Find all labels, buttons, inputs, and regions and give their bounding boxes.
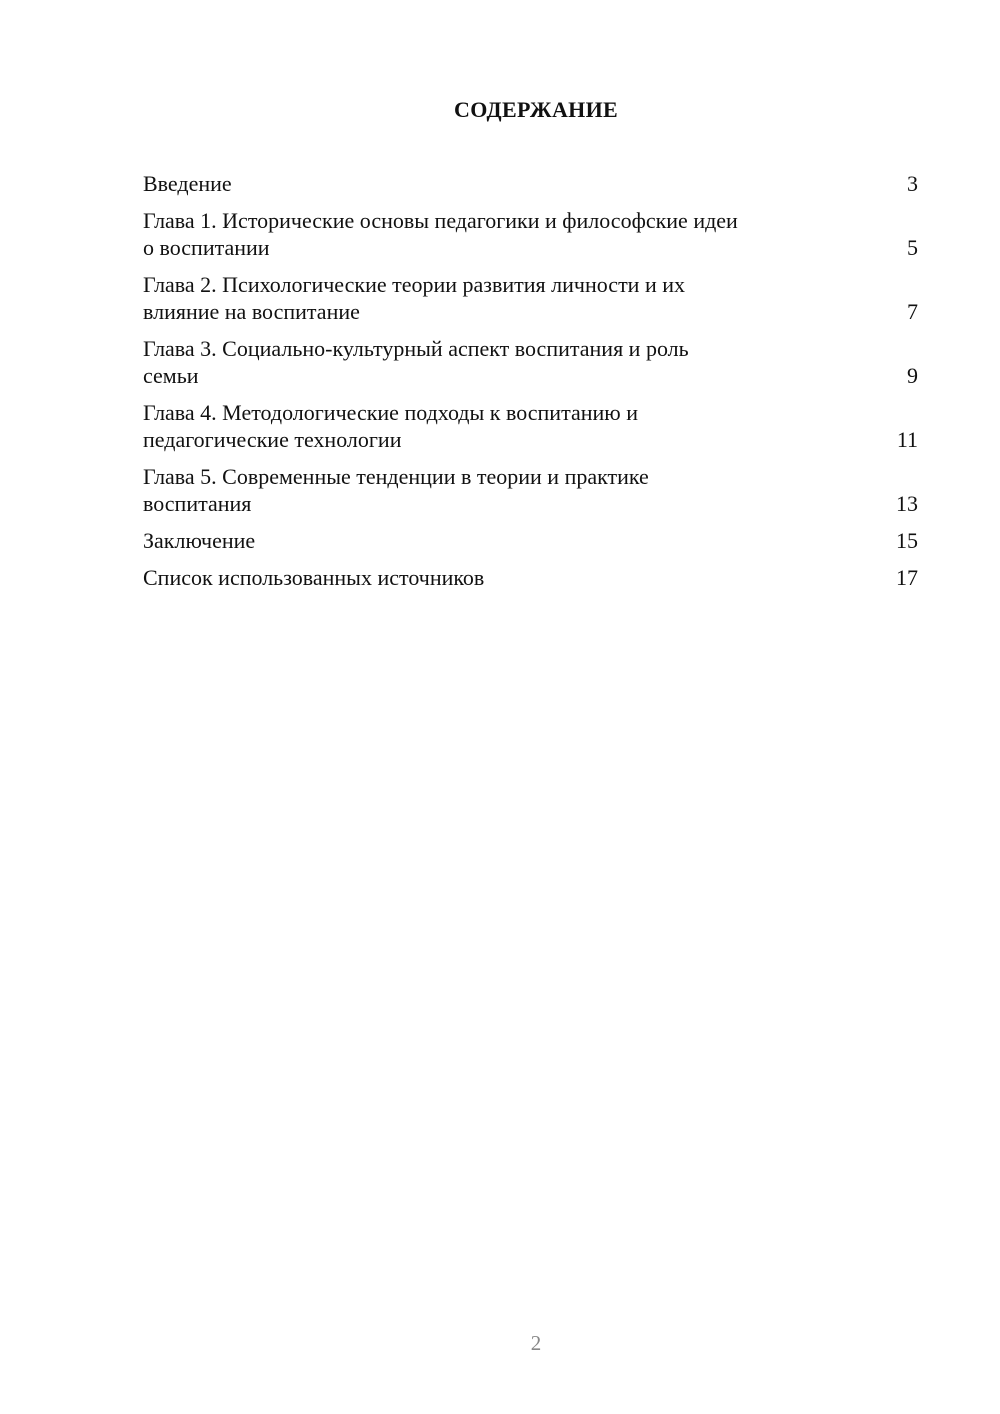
toc-entry-chapter-2	[143, 271, 918, 325]
toc-entry-conclusion	[143, 527, 918, 554]
table-of-contents	[143, 170, 918, 601]
toc-entry-title-line1: Глава 2. Психологические теории развития личности и их	[143, 272, 685, 297]
toc-entry-page: 7	[907, 299, 918, 324]
toc-entry-title-line2: семьи	[143, 363, 199, 388]
toc-entry-page: 9	[907, 363, 918, 388]
toc-entry-introduction	[143, 170, 918, 197]
page-number: 2	[530, 1331, 542, 1355]
toc-entry-title: Список использованных источников	[143, 565, 485, 590]
toc-entry-page: 11	[896, 427, 918, 452]
page-title: СОДЕРЖАНИЕ	[454, 97, 618, 122]
toc-entry-chapter-1	[143, 207, 918, 261]
toc-entry-title-line2: воспитания	[143, 491, 252, 516]
toc-entry-page: 17	[896, 565, 918, 590]
toc-entry-title-line2: о воспитании	[143, 235, 270, 260]
toc-entry-page: 3	[907, 171, 918, 196]
toc-entry-references	[143, 564, 918, 591]
toc-entry-chapter-5	[143, 463, 918, 517]
toc-entry-title-line1: Глава 1. Исторические основы педагогики и философские идеи	[143, 208, 738, 233]
toc-entry-title-line1: Глава 4. Методологические подходы к воспитанию и	[143, 400, 638, 425]
toc-entry-title: Введение	[143, 171, 232, 196]
toc-entry-chapter-4	[143, 399, 918, 453]
toc-entry-title-line2: влияние на воспитание	[143, 299, 360, 324]
toc-entry-title-line2: педагогические технологии	[143, 427, 402, 452]
toc-entry-chapter-3	[143, 335, 918, 389]
toc-entry-title-line1: Глава 3. Социально-культурный аспект воспитания и роль	[143, 336, 689, 361]
toc-entry-page: 13	[896, 491, 918, 516]
toc-entry-page: 5	[907, 235, 918, 260]
toc-entry-page: 15	[896, 528, 918, 553]
toc-entry-title: Заключение	[143, 528, 256, 553]
toc-entry-title-line1: Глава 5. Современные тенденции в теории и практике	[143, 464, 649, 489]
